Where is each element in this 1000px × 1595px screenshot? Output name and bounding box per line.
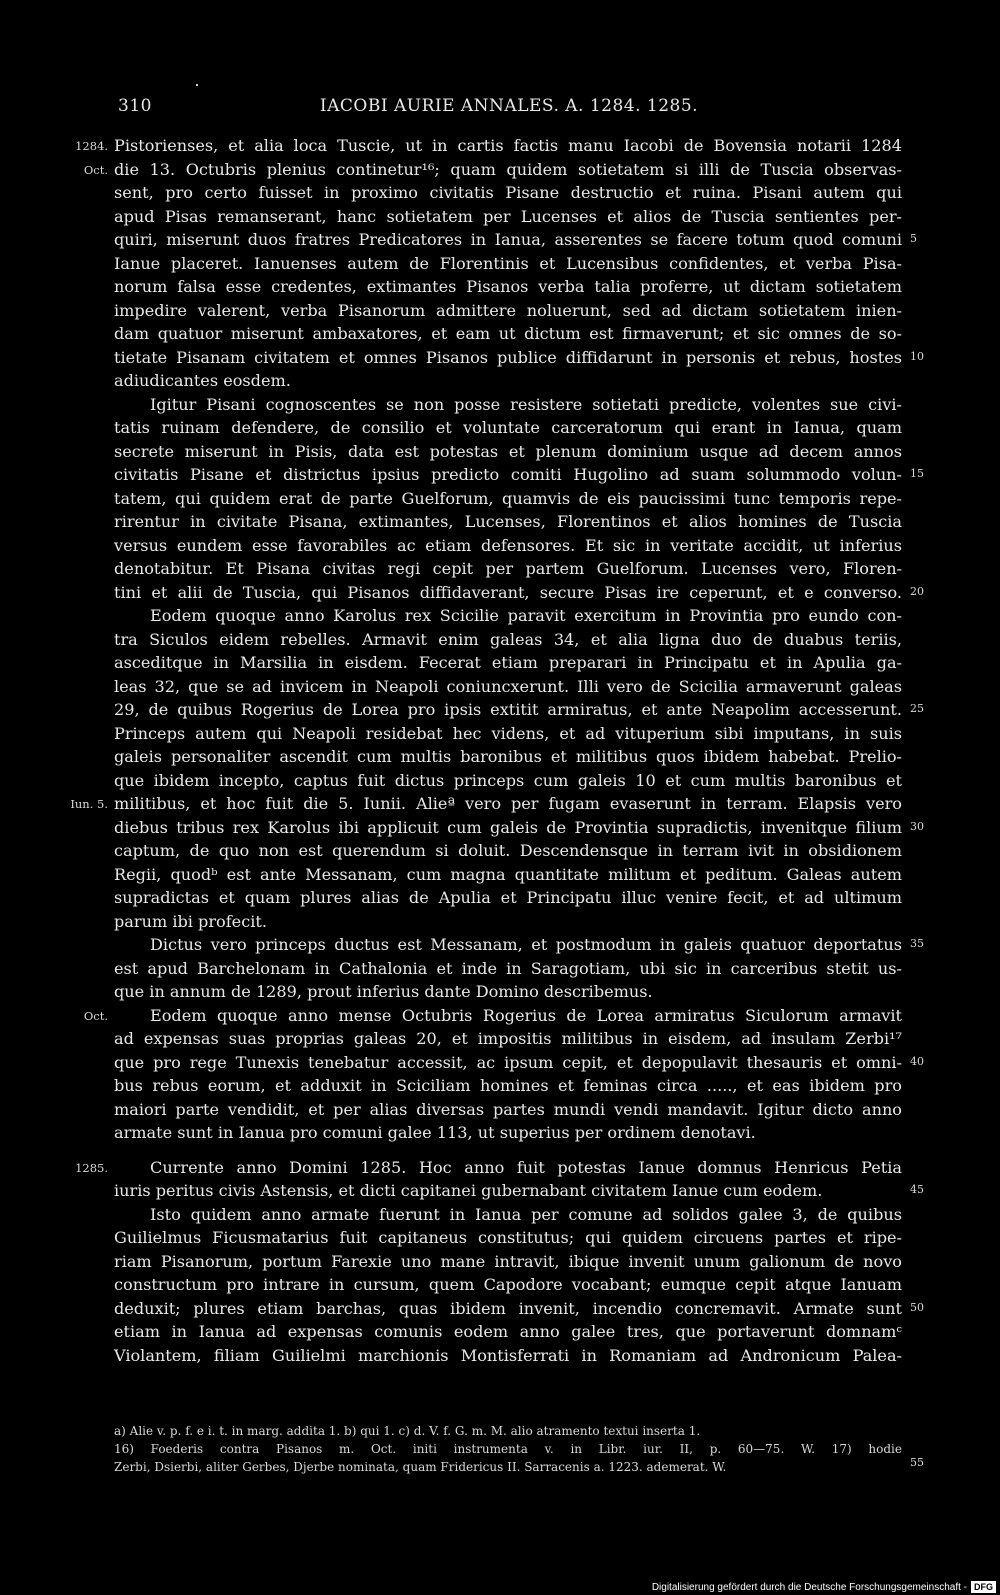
line-text: que pro rege Tunexis tenebatur accessit, ac ipsum cepit, et depopulavit thesauris et omni- (114, 1052, 902, 1072)
text-line (114, 816, 924, 840)
text-line (114, 1179, 924, 1203)
text-line (114, 228, 917, 252)
line-text: Currente anno Domini 1285. Hoc anno fuit potestas Ianue domnus Henricus Petia (150, 1157, 902, 1177)
line-text: apud Pisas remanserant, hanc sotietatem per Lucenses et alios de Tuscia sentientes per- (114, 206, 902, 226)
line-text: Dictus vero princeps ductus est Messanam, et postmodum in galeis quatuor deportatus (150, 935, 902, 954)
line-text: etiam in Ianua ad expensas comunis eodem anno galee tres, que portaverunt domnamᶜ (114, 1322, 902, 1341)
line-text: leas 32, que se ad invicem in Neapoli coniuncxerunt. Illi vero de Scicilia armaverunt galeas (114, 676, 902, 696)
text-line (114, 581, 924, 605)
line-text: quiri, miserunt duos fratres Predicatores in Ianua, asserentes se facere totum quod comuni (114, 230, 902, 249)
line-text: die 13. Octubris plenius continetur¹⁶; quam quidem sotietatem si illi de Tuscia observas- (114, 159, 902, 179)
line-number: 55 (910, 1456, 924, 1469)
text-line (70, 792, 902, 816)
line-text: ad expensas suas proprias galeas 20, et impositis militibus in eisdem, ad insulam Zerbi¹⁷ (114, 1029, 902, 1048)
text-line (75, 134, 902, 158)
running-title: IACOBI AURIE ANNALES. A. 1284. 1285. (319, 96, 699, 116)
line-text: constructum pro intrare in cursum, quem Capodore vocabant; eumque cepit atque Ianuam (114, 1275, 902, 1294)
text-line (114, 1121, 902, 1145)
line-number: 15 (910, 467, 924, 480)
line-text: versus eundem esse favorabiles ac etiam defensores. Et sic in veritate accidit, ut inferius (114, 535, 902, 555)
line-text: galeis personaliter ascendit cum multis baronibus et militibus quos ibidem habebat. Prelio- (114, 747, 902, 766)
text-line (114, 980, 902, 1004)
text-line (114, 1027, 902, 1051)
line-text: tatis ruinam defendere, de consilio et voluntate carceratorum qui erant in Ianua, quam (114, 418, 902, 437)
line-number: 50 (910, 1300, 924, 1314)
line-text: Isto quidem anno armate fuerunt in Ianua per comune ad solidos galee 3, de quibus (150, 1204, 902, 1224)
text-line (114, 651, 902, 675)
line-text: Guilielmus Ficusmatarius fuit capitaneus constitutus; qui quidem circuens partes et ripe- (114, 1228, 902, 1247)
line-text: captum, de quo non est querendum si doluit. Descendensque in terram ivit in obsidionem (114, 841, 902, 860)
line-text: que in annum de 1289, prout inferius dante Domino describemus. (114, 982, 653, 1001)
footnotes (114, 1422, 924, 1476)
text-line (114, 416, 902, 440)
text-line (114, 910, 902, 934)
line-text: Pistorienses, et alia loca Tuscie, ut in cartis factis manu Iacobi de Bovensia notarii 1284 (114, 136, 902, 155)
margin-date-note: 1285. (75, 1160, 108, 1175)
line-text: Eodem quoque anno mense Octubris Rogerius de Lorea armiratus Siculorum armavit (150, 1005, 902, 1025)
line-number: 25 (910, 702, 924, 715)
text-line (114, 369, 902, 393)
text-line (114, 933, 924, 957)
line-text: Violantem, filiam Guilielmi marchionis Montisferrati in Romaniam ad Andronicum Palea- (114, 1345, 902, 1365)
margin-date-note: 1284. (75, 139, 108, 153)
running-header (118, 96, 900, 122)
text-line (114, 1297, 924, 1321)
text-line (114, 299, 902, 323)
line-number: 20 (910, 584, 924, 598)
text-line (114, 675, 902, 699)
line-text: tini et alii de Tuscia, qui Pisanos diffidaverant, secure Pisas ire ceperunt, et e converso. (114, 582, 902, 602)
line-text: Ianue placeret. Ianuenses autem de Florentinis et Lucensibus confidentes, et verba Pisa- (114, 253, 902, 273)
line-text: tietate Pisanam civitatem et omnes Pisanos publice diffidarunt in personis et rebus, hostes (114, 347, 902, 367)
page-number: 310 (118, 96, 152, 116)
text-line (114, 1051, 924, 1075)
text-line (114, 181, 902, 205)
footnote-line (114, 1440, 902, 1458)
text-line (114, 1250, 902, 1274)
text-line (114, 534, 902, 558)
line-number: 5 (910, 232, 917, 245)
ink-speck (196, 84, 198, 86)
line-text: que ibidem incepto, captus fuit dictus princeps cum galeis 10 et cum multis baronibus et (114, 770, 902, 790)
footnote-text: Zerbi, Dsierbi, aliter Gerbes, Djerbe nominata, quam Fridericus II. Sarracenis a. 1223. ademerat. W. (114, 1460, 727, 1474)
line-number: 40 (910, 1054, 924, 1068)
text-line (114, 463, 924, 487)
text-line (114, 722, 902, 746)
text-line (114, 957, 902, 981)
line-number: 35 (910, 937, 924, 950)
line-text: dam quatuor miserunt ambaxatores, et eam ut dictum est firmaverunt; et sic omnes de so- (114, 324, 902, 343)
line-text: Igitur Pisani cognoscentes se non posse resistere sotietati predicte, volentes sue civi- (150, 394, 902, 414)
text-line (114, 698, 924, 722)
text-line (83, 1004, 902, 1028)
text-line (114, 1074, 902, 1098)
text-line (114, 487, 902, 511)
line-number: 45 (910, 1183, 924, 1196)
line-text: iuris peritus civis Astensis, et dicti capitanei gubernabant civitatem Ianue cum eodem. (114, 1181, 823, 1200)
credit-text: Digitalisierung gefördert durch die Deutsche Forschungsgemeinschaft - (651, 1581, 967, 1593)
footnote-text: a) Alie v. p. f. e i. t. in marg. addita 1. b) qui 1. c) d. V. f. G. m. M. alio atramento textui inserta 1. (114, 1424, 701, 1438)
line-text: bus rebus eorum, et adduxit in Sciciliam homines et feminas circa ....., et eas ibidem pro (114, 1076, 902, 1095)
line-number: 30 (910, 819, 924, 833)
line-text: Princeps autem qui Neapoli residebat hec videns, et ad vituperium sibi imputans, in suis (114, 723, 902, 743)
line-text: maiori parte vendidit, et per alias diversas partes mundi vendi mandavit. Igitur dicto anno (114, 1099, 902, 1119)
text-line (114, 628, 902, 652)
line-text: riam Pisanorum, portum Farexie uno mane intravit, ibique invenit unum galionum de novo (114, 1251, 902, 1271)
line-text: rirentur in civitate Pisana, extimantes, Lucenses, Florentinos et alios homines de Tuscia (114, 512, 902, 531)
line-text: Regii, quodᵇ est ante Messanam, cum magna quantitate militum et peditum. Galeas autem (114, 864, 902, 884)
line-text: deduxit; plures etiam barchas, quas ibidem invenit, incendio concremavit. Armate sunt (114, 1298, 902, 1318)
margin-date-note: Oct. (83, 162, 108, 177)
line-number: 10 (910, 349, 924, 363)
line-text: secrete miserunt in Pisis, data est potestas et plenum dominium usque ad decem annos (114, 441, 902, 461)
footnote-text: 16) Foederis contra Pisanos m. Oct. initi instrumenta v. in Libr. iur. II, p. 60—75. W. 17) hodie (114, 1442, 902, 1456)
text-line (114, 769, 902, 793)
line-text: sent, pro certo fuisset in proximo civitatis Pisane destructio et ruina. Pisani autem qui (114, 183, 902, 202)
line-text: militibus, et hoc fuit die 5. Iunii. Alieª vero per fugam evaserunt in terram. Elapsis vero (114, 794, 902, 813)
line-text: asceditque in Marsilia in eisdem. Fecerat etiam preparari in Principatu et in Apulia ga- (114, 653, 902, 672)
line-text: diebus tribus rex Karolus ibi applicuit cum galeis de Provintia supradictis, invenitque filium (114, 817, 902, 837)
line-text: norum falsa esse credentes, extimantes Pisanos verba talia proferre, ut dictam sotietatem (114, 277, 902, 296)
text-line (114, 1098, 902, 1122)
text-line (75, 1156, 902, 1180)
text-line (114, 1203, 902, 1227)
line-text: impedire valerent, verba Pisanorum admittere noluerunt, sed ad dictam sotietatem inien- (114, 300, 902, 320)
line-text: parum ibi profecit. (114, 911, 267, 931)
line-text: 29, de quibus Rogerius de Lorea pro ipsis extitit armiratus, et ante Neapolim accesserunt. (114, 700, 902, 719)
text-line (114, 252, 902, 276)
text-line (114, 346, 924, 370)
line-text: tatem, qui quidem erat de parte Guelforum, quamvis de eis paucissimi tunc temporis repe- (114, 488, 902, 508)
text-line (83, 158, 902, 182)
line-text: tra Siculos eidem rebelles. Armavit enim galeas 34, et alia ligna duo de duabus teriis, (114, 629, 902, 649)
text-line (114, 886, 902, 910)
text-line (114, 393, 902, 417)
text-line (114, 557, 902, 581)
margin-date-note: Iun. 5. (70, 797, 108, 811)
line-text: denotabitur. Et Pisana civitas regi cepit per partem Guelforum. Lucenses vero, Floren- (114, 559, 902, 578)
text-line (114, 1273, 902, 1297)
text-line (114, 322, 902, 346)
text-line (114, 839, 902, 863)
line-text: adiudicantes eosdem. (114, 371, 291, 390)
text-line (114, 1226, 902, 1250)
line-text: supradictas et quam plures alias de Apulia et Principatu illuc venire fecit, et ad ultimum (114, 888, 902, 907)
footnote-line (114, 1456, 924, 1476)
text-line (114, 440, 902, 464)
text-line (114, 745, 902, 769)
footnote-line (114, 1422, 902, 1440)
text-line (114, 863, 902, 887)
text-line (114, 275, 902, 299)
line-text: armate sunt in Ianua pro comuni galee 113, ut superius per ordinem denotavi. (114, 1123, 756, 1142)
digitization-credit (652, 1581, 996, 1593)
line-text: Eodem quoque anno Karolus rex Scicilie paravit exercitum in Provintia pro eundo con- (150, 606, 902, 625)
line-text: est apud Barchelonam in Cathalonia et inde in Saragotiam, ubi sic in carceribus stetit us- (114, 958, 902, 978)
margin-date-note: Oct. (83, 1008, 108, 1023)
text-line (114, 205, 902, 229)
dfg-logo: DFG (971, 1581, 996, 1593)
body-text (70, 134, 924, 1367)
text-line (114, 1344, 902, 1368)
line-text: civitatis Pisane et districtus ipsius predicto comiti Hugolino ad suam solummodo volun- (114, 465, 902, 484)
text-line (114, 510, 902, 534)
text-line (114, 604, 902, 628)
text-line (114, 1320, 902, 1344)
